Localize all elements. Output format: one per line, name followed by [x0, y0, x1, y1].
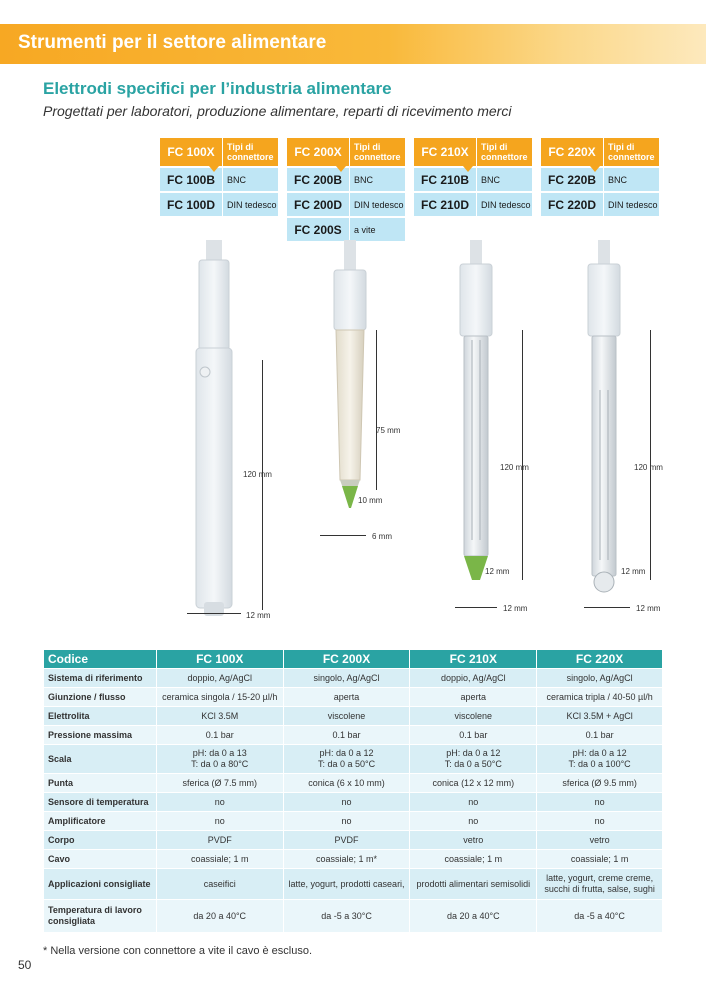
column-header: FC 200X — [283, 650, 410, 669]
table-cell: coassiale; 1 m — [537, 850, 663, 869]
row-label: Applicazioni consigliate — [44, 869, 157, 900]
table-cell: 0.1 bar — [156, 726, 283, 745]
connector-label: BNC — [223, 168, 278, 191]
connector-code: FC 100D — [160, 193, 222, 216]
table-cell: viscolene — [410, 707, 537, 726]
dimension-fc210-length: 120 mm — [500, 463, 529, 472]
table-cell: ceramica singola / 15-20 µl/h — [156, 688, 283, 707]
table-cell: no — [410, 812, 537, 831]
table-cell: no — [283, 793, 410, 812]
connector-group-fc200 — [287, 138, 405, 243]
connector-label: DIN tedesco — [223, 193, 278, 216]
table-cell: aperta — [283, 688, 410, 707]
table-cell: singolo, Ag/AgCl — [537, 669, 663, 688]
table-cell: KCl 3.5M + AgCl — [537, 707, 663, 726]
dimension-line — [376, 330, 377, 490]
dimension-fc200-tip: 10 mm — [358, 496, 383, 505]
header-banner — [0, 24, 706, 64]
table-cell: PVDF — [156, 831, 283, 850]
table-cell: coassiale; 1 m — [156, 850, 283, 869]
dimension-fc220-width: 12 mm — [636, 604, 661, 613]
table-cell: conica (12 x 12 mm) — [410, 774, 537, 793]
column-header: FC 220X — [537, 650, 663, 669]
table-cell: conica (6 x 10 mm) — [283, 774, 410, 793]
table-cell: pH: da 0 a 12 T: da 0 a 50°C — [410, 745, 537, 774]
table-cell: ceramica tripla / 40-50 µl/h — [537, 688, 663, 707]
table-cell: latte, yogurt, prodotti caseari, — [283, 869, 410, 900]
connector-code: FC 200B — [287, 168, 349, 191]
table-cell: pH: da 0 a 12 T: da 0 a 50°C — [283, 745, 410, 774]
connector-label: BNC — [477, 168, 532, 191]
connector-head-code: FC 200X — [287, 138, 349, 166]
connector-group-fc100 — [160, 138, 278, 218]
table-cell: no — [156, 793, 283, 812]
table-cell: sferica (Ø 7.5 mm) — [156, 774, 283, 793]
section-subtitle: Progettati per laboratori, produzione alimentare, reparti di ricevimento merci — [43, 103, 512, 119]
table-cell: vetro — [537, 831, 663, 850]
connector-label: DIN tedesco — [350, 193, 405, 216]
section-title: Elettrodi specifici per l’industria alimentare — [43, 79, 392, 98]
connector-label: BNC — [350, 168, 405, 191]
dimension-line — [187, 613, 241, 614]
dimension-line — [455, 607, 497, 608]
table-cell: da 20 a 40°C — [410, 900, 537, 933]
table-row — [44, 850, 663, 869]
banner-title: Strumenti per il settore alimentare — [18, 32, 327, 53]
connector-label: DIN tedesco — [477, 193, 532, 216]
spec-table-header — [44, 650, 663, 669]
table-cell: vetro — [410, 831, 537, 850]
table-cell: pH: da 0 a 13 T: da 0 a 80°C — [156, 745, 283, 774]
connector-code: FC 220D — [541, 193, 603, 216]
electrode-fc100-image — [196, 240, 232, 616]
connector-group-fc210 — [414, 138, 532, 218]
connector-head-code: FC 100X — [160, 138, 222, 166]
table-cell: doppio, Ag/AgCl — [156, 669, 283, 688]
connector-label: BNC — [604, 168, 659, 191]
column-header: FC 210X — [410, 650, 537, 669]
table-cell: no — [156, 812, 283, 831]
table-row — [44, 793, 663, 812]
page-number: 50 — [18, 958, 32, 972]
table-row — [44, 812, 663, 831]
table-row — [44, 669, 663, 688]
row-label: Corpo — [44, 831, 157, 850]
dimension-fc100-width: 12 mm — [246, 611, 271, 620]
connector-head-label: Tipi di connettore — [477, 138, 532, 166]
table-row — [44, 869, 663, 900]
table-row — [44, 831, 663, 850]
table-cell: PVDF — [283, 831, 410, 850]
table-row — [44, 726, 663, 745]
connector-code: FC 210B — [414, 168, 476, 191]
connector-head-label: Tipi di connettore — [350, 138, 405, 166]
table-row — [44, 774, 663, 793]
dimension-line — [320, 535, 366, 536]
connector-group-fc220 — [541, 138, 659, 218]
table-cell: doppio, Ag/AgCl — [410, 669, 537, 688]
dimension-fc210-tip: 12 mm — [485, 567, 510, 576]
table-cell: caseifici — [156, 869, 283, 900]
table-cell: no — [537, 812, 663, 831]
connector-head-label: Tipi di connettore — [223, 138, 278, 166]
table-cell: pH: da 0 a 12 T: da 0 a 100°C — [537, 745, 663, 774]
spec-table — [43, 649, 663, 933]
connector-label: a vite — [350, 218, 405, 241]
dimension-fc220-tip: 12 mm — [621, 567, 646, 576]
footnote: * Nella versione con connettore a vite il cavo è escluso. — [43, 945, 313, 957]
chevron-down-icon — [336, 166, 346, 172]
table-cell: da -5 a 30°C — [283, 900, 410, 933]
dimension-fc220-length: 120 mm — [634, 463, 663, 472]
dimension-fc210-width: 12 mm — [503, 604, 528, 613]
table-row — [44, 707, 663, 726]
connector-code: FC 200D — [287, 193, 349, 216]
table-cell: no — [283, 812, 410, 831]
connector-code: FC 210D — [414, 193, 476, 216]
electrode-fc210-image — [460, 240, 492, 580]
table-cell: singolo, Ag/AgCl — [283, 669, 410, 688]
chevron-down-icon — [209, 166, 219, 172]
electrode-fc200-image — [334, 240, 366, 508]
row-label: Amplificatore — [44, 812, 157, 831]
dimension-fc200-width: 6 mm — [372, 532, 392, 541]
chevron-down-icon — [590, 166, 600, 172]
dimension-fc200-length: 75 mm — [376, 426, 401, 435]
connector-code: FC 220B — [541, 168, 603, 191]
connector-head-label: Tipi di connettore — [604, 138, 659, 166]
electrode-fc220-image — [588, 240, 620, 592]
row-label: Giunzione / flusso — [44, 688, 157, 707]
table-cell: coassiale; 1 m — [410, 850, 537, 869]
table-cell: prodotti alimentari semisolidi — [410, 869, 537, 900]
connector-code: FC 100B — [160, 168, 222, 191]
table-cell: aperta — [410, 688, 537, 707]
chevron-down-icon — [463, 166, 473, 172]
dimension-line — [262, 360, 263, 610]
dimension-fc100-length: 120 mm — [243, 470, 272, 479]
row-label: Pressione massima — [44, 726, 157, 745]
table-cell: coassiale; 1 m* — [283, 850, 410, 869]
connector-label: DIN tedesco — [604, 193, 659, 216]
dimension-line — [584, 607, 630, 608]
table-cell: 0.1 bar — [283, 726, 410, 745]
connector-head-code: FC 220X — [541, 138, 603, 166]
dimension-line — [650, 330, 651, 580]
table-row — [44, 900, 663, 933]
row-label: Cavo — [44, 850, 157, 869]
table-cell: viscolene — [283, 707, 410, 726]
table-cell: KCl 3.5M — [156, 707, 283, 726]
table-cell: da -5 a 40°C — [537, 900, 663, 933]
table-cell: 0.1 bar — [537, 726, 663, 745]
row-label: Sistema di riferimento — [44, 669, 157, 688]
row-label: Temperatura di lavoro consigliata — [44, 900, 157, 933]
table-cell: latte, yogurt, creme creme, succhi di frutta, salse, sughi — [537, 869, 663, 900]
row-label: Elettrolita — [44, 707, 157, 726]
row-label: Sensore di temperatura — [44, 793, 157, 812]
table-cell: sferica (Ø 9.5 mm) — [537, 774, 663, 793]
electrode-illustrations — [0, 240, 706, 640]
table-cell: no — [537, 793, 663, 812]
connector-code: FC 200S — [287, 218, 349, 241]
dimension-line — [522, 330, 523, 580]
table-cell: no — [410, 793, 537, 812]
column-header: FC 100X — [156, 650, 283, 669]
table-cell: da 20 a 40°C — [156, 900, 283, 933]
table-row — [44, 688, 663, 707]
column-header: Codice — [44, 650, 157, 669]
table-cell: 0.1 bar — [410, 726, 537, 745]
table-row — [44, 745, 663, 774]
connector-head-code: FC 210X — [414, 138, 476, 166]
row-label: Scala — [44, 745, 157, 774]
row-label: Punta — [44, 774, 157, 793]
